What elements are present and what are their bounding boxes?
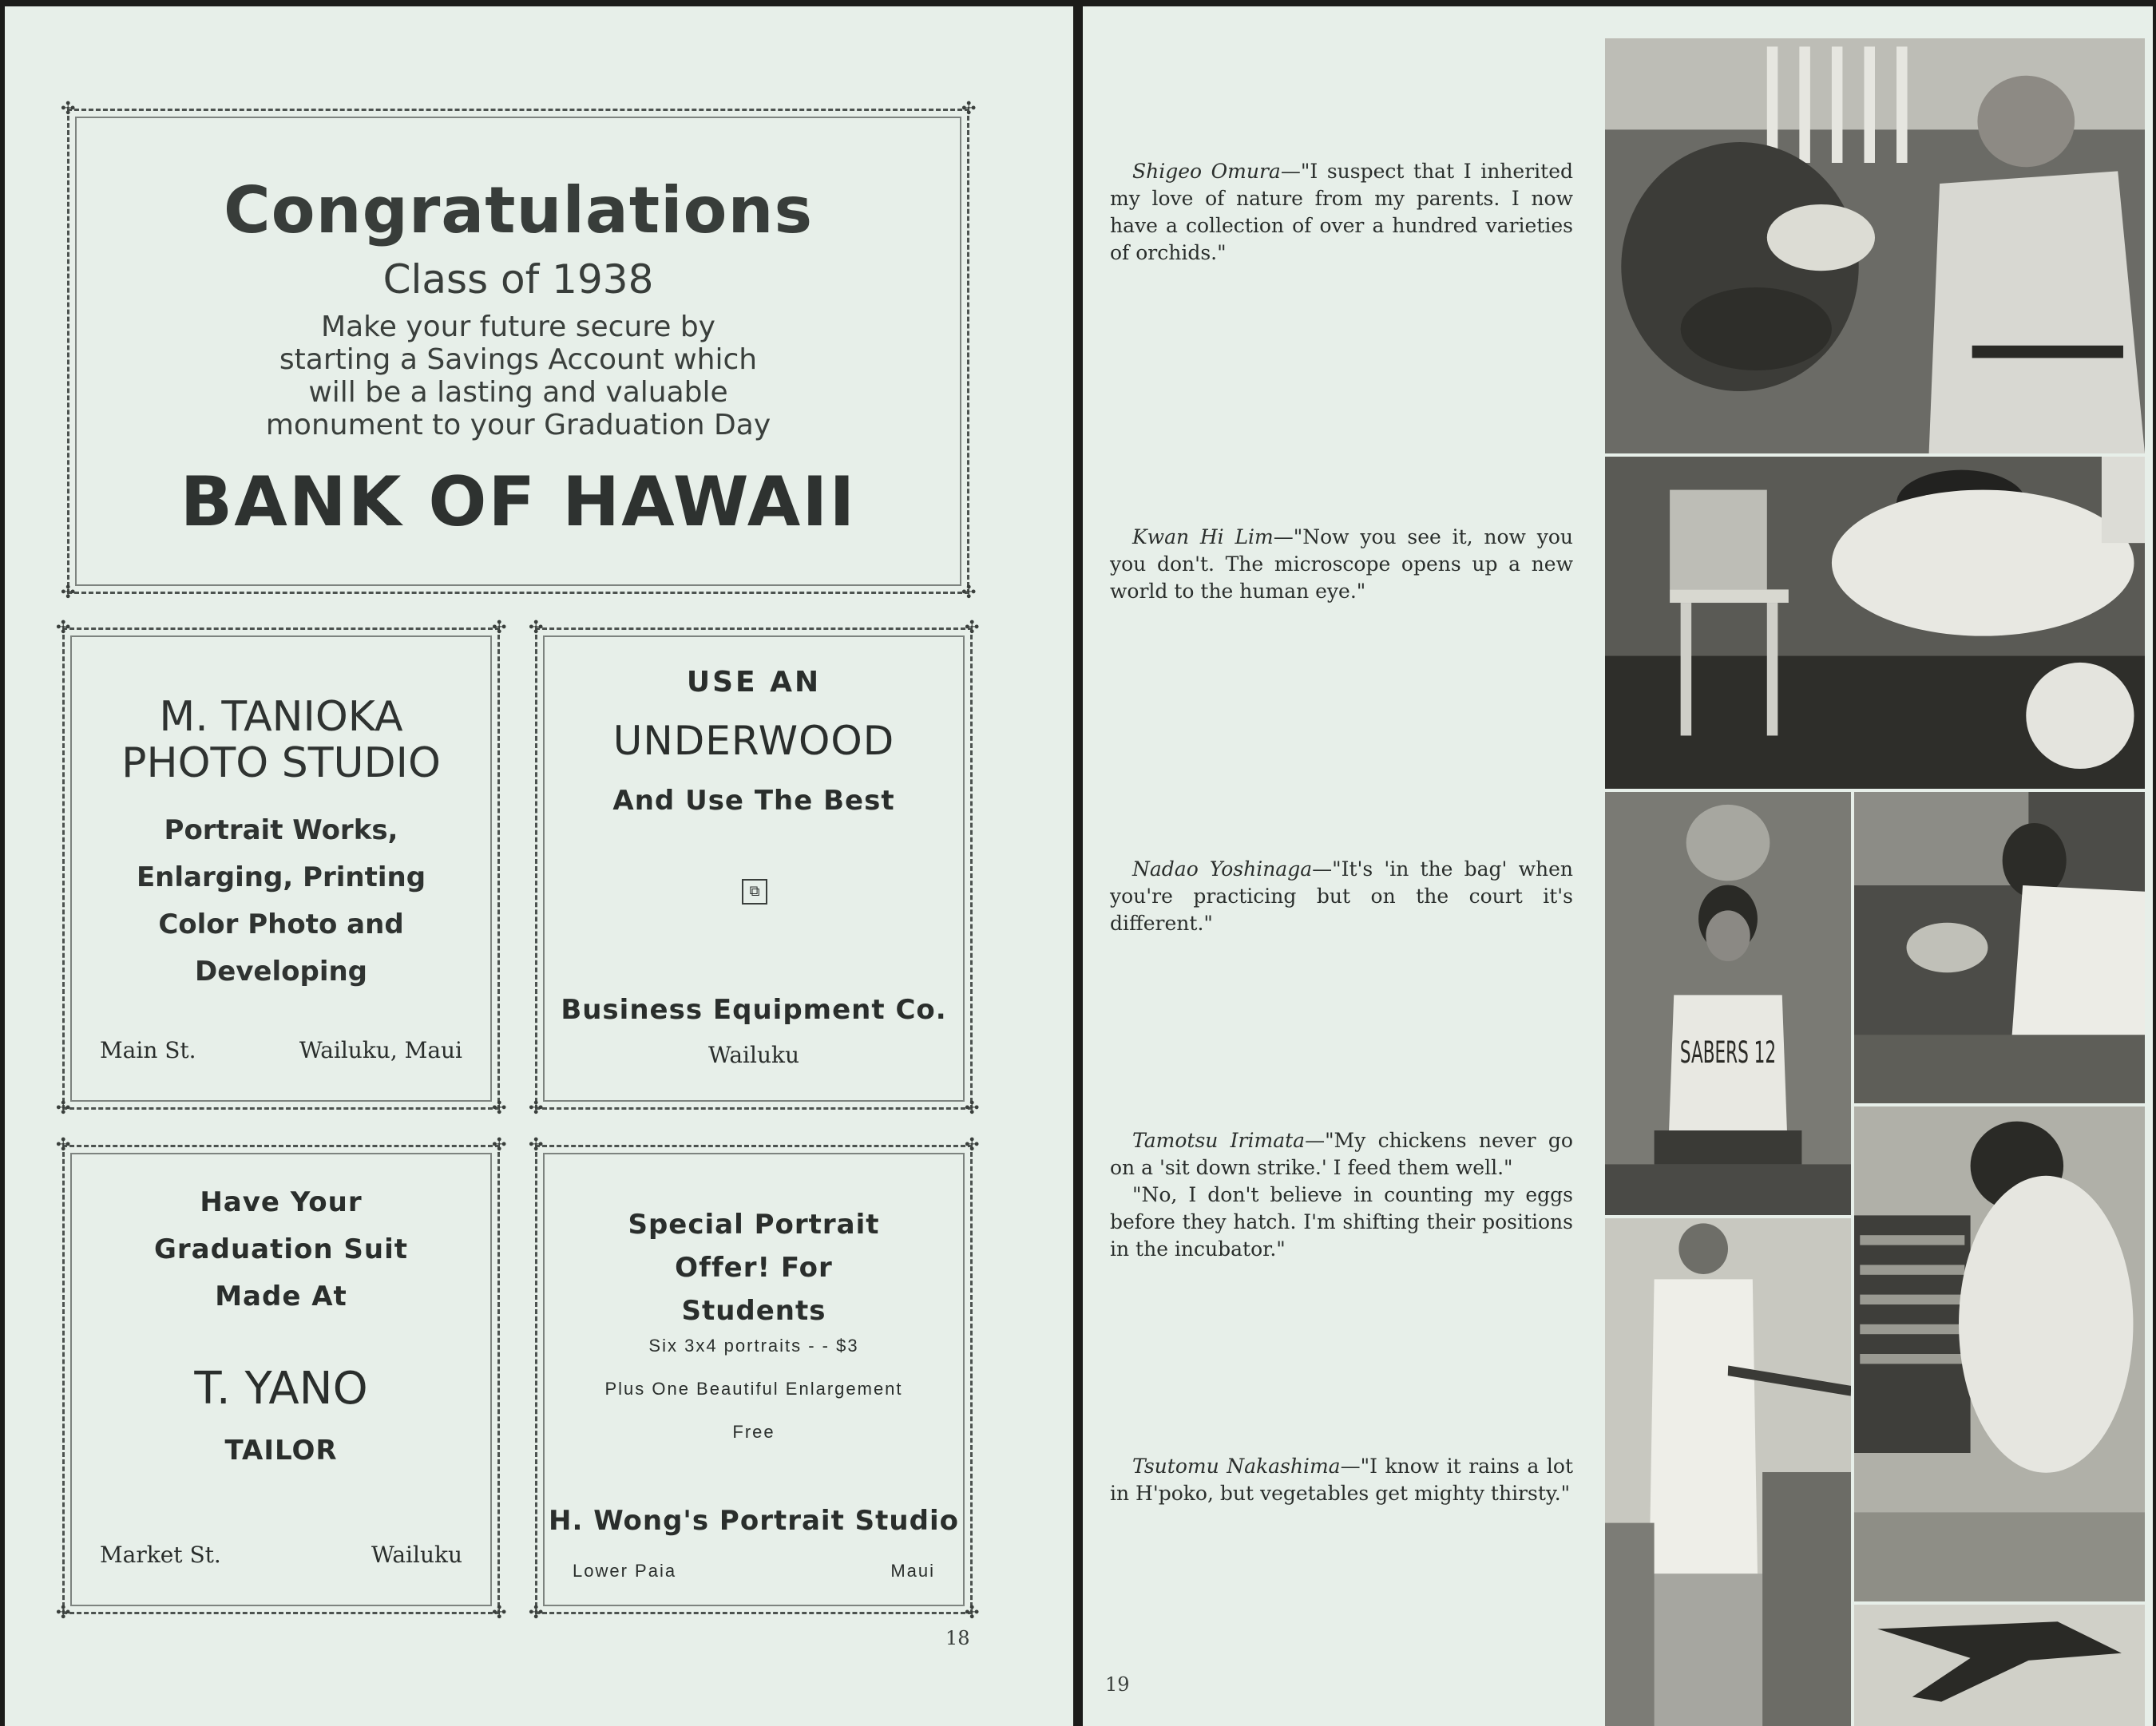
corner-ornament-icon: ✣ (56, 1603, 71, 1623)
left-page (5, 6, 1073, 1726)
corner-ornament-icon: ✣ (529, 1135, 544, 1155)
bank-of-hawaii-ad (61, 99, 977, 603)
caption-lim (1110, 524, 1573, 605)
ad-body-text: Make your future secure by starting a Savings Account which will be a lasting and valuable monument to your Graduation Day (265, 311, 771, 441)
offer-line: Plus One Beautiful Enlargement (604, 1379, 903, 1399)
corner-ornament-icon: ✣ (529, 1099, 544, 1118)
student-name: Nadao Yoshinaga (1132, 857, 1313, 881)
corner-ornament-icon: ✣ (529, 618, 544, 638)
underwood-ad (529, 618, 980, 1118)
location-left: Lower Paia (573, 1561, 677, 1581)
right-page (1083, 6, 2153, 1726)
student-name: Shigeo Omura (1132, 160, 1281, 183)
caption-nakashima (1110, 1453, 1573, 1507)
corner-ornament-icon: ✣ (492, 1603, 507, 1623)
city-address: Wailuku, Maui (299, 1037, 462, 1063)
business-logo-icon: ⧉ (742, 879, 767, 905)
student-name: Tsutomu Nakashima (1132, 1455, 1341, 1478)
corner-ornament-icon: ✣ (965, 618, 980, 638)
wong-portrait-studio-ad (529, 1135, 980, 1623)
company-name: Business Equipment Co. (561, 994, 947, 1026)
class-year: Class of 1938 (382, 256, 654, 303)
street-address: Market St. (100, 1542, 221, 1568)
jersey-text: SABERS 12 (1679, 1036, 1777, 1071)
corner-ornament-icon: ✣ (56, 1099, 71, 1118)
tanioka-photo-studio-ad (56, 618, 507, 1118)
corner-ornament-icon: ✣ (492, 1135, 507, 1155)
brand-name: UNDERWOOD (612, 718, 895, 764)
ad-heading: Congratulations (223, 173, 814, 247)
caption-omura (1110, 158, 1573, 267)
corner-ornament-icon: ✣ (56, 1135, 71, 1155)
offer-line: Free (732, 1422, 775, 1442)
page-number: 19 (1105, 1673, 1130, 1696)
bank-name: BANK OF HAWAII (180, 462, 857, 542)
bottom-photo (1854, 1605, 2145, 1726)
location-right: Maui (890, 1561, 935, 1581)
corner-ornament-icon: ✣ (61, 99, 76, 119)
caption-quote: —"It's 'in the bag' when you're practicing but on the court it's different." (1110, 857, 1573, 935)
yano-tailor-ad (56, 1135, 507, 1623)
caption-quote-continued: "No, I don't believe in counting my eggs before they hatch. I'm shifting their positions in the incubator." (1110, 1183, 1573, 1261)
ad-lead: Have Your Graduation Suit Made At (153, 1186, 408, 1312)
ad-tagline: And Use The Best (612, 785, 895, 817)
student-name: Tamotsu Irimata (1132, 1129, 1306, 1152)
corner-ornament-icon: ✣ (61, 583, 76, 603)
studio-name: H. Wong's Portrait Studio (549, 1505, 959, 1537)
orchids-photo (1605, 38, 2145, 453)
corner-ornament-icon: ✣ (492, 618, 507, 638)
corner-ornament-icon: ✣ (965, 1603, 980, 1623)
offer-heading: Special Portrait Offer! For Students (628, 1209, 880, 1327)
offer-line: Six 3x4 portraits - - $3 (648, 1336, 859, 1356)
basketball-player-photo (1605, 792, 1851, 1215)
city-address: Wailuku (371, 1542, 462, 1568)
company-city: Wailuku (708, 1042, 799, 1068)
corner-ornament-icon: ✣ (965, 1099, 980, 1118)
studio-name: M. TANIOKA PHOTO STUDIO (121, 693, 441, 787)
student-name: Kwan Hi Lim (1132, 525, 1274, 548)
ad-lead: USE AN (686, 666, 822, 699)
incubator-photo (1854, 1106, 2145, 1601)
chemistry-photo (1854, 792, 2145, 1103)
trade-label: TAILOR (224, 1435, 338, 1467)
watering-garden-photo (1605, 1218, 1851, 1726)
corner-ornament-icon: ✣ (529, 1603, 544, 1623)
street-address: Main St. (100, 1037, 196, 1063)
caption-irimata (1110, 1127, 1573, 1263)
corner-ornament-icon: ✣ (965, 1135, 980, 1155)
microscope-photo (1605, 457, 2145, 789)
caption-quote: —"Now you see it, now you you don't. The microscope opens up a new world to the human eye." (1110, 525, 1573, 603)
corner-ornament-icon: ✣ (56, 618, 71, 638)
corner-ornament-icon: ✣ (492, 1099, 507, 1118)
caption-yoshinaga (1110, 856, 1573, 937)
tailor-name: T. YANO (194, 1363, 368, 1415)
corner-ornament-icon: ✣ (961, 583, 977, 603)
studio-services: Portrait Works, Enlarging, Printing Color Photo and Developing (136, 814, 426, 988)
corner-ornament-icon: ✣ (961, 99, 977, 119)
caption-quote: —"I know it rains a lot in H'poko, but vegetables get mighty thirsty." (1110, 1455, 1573, 1505)
caption-quote: —"My chickens never go on a 'sit down strike.' I feed them well." (1110, 1129, 1573, 1179)
page-number: 18 (945, 1627, 970, 1649)
caption-quote: —"I suspect that I inherited my love of nature from my parents. I now have a collection of over a hundred varieties of orchids." (1110, 160, 1573, 264)
